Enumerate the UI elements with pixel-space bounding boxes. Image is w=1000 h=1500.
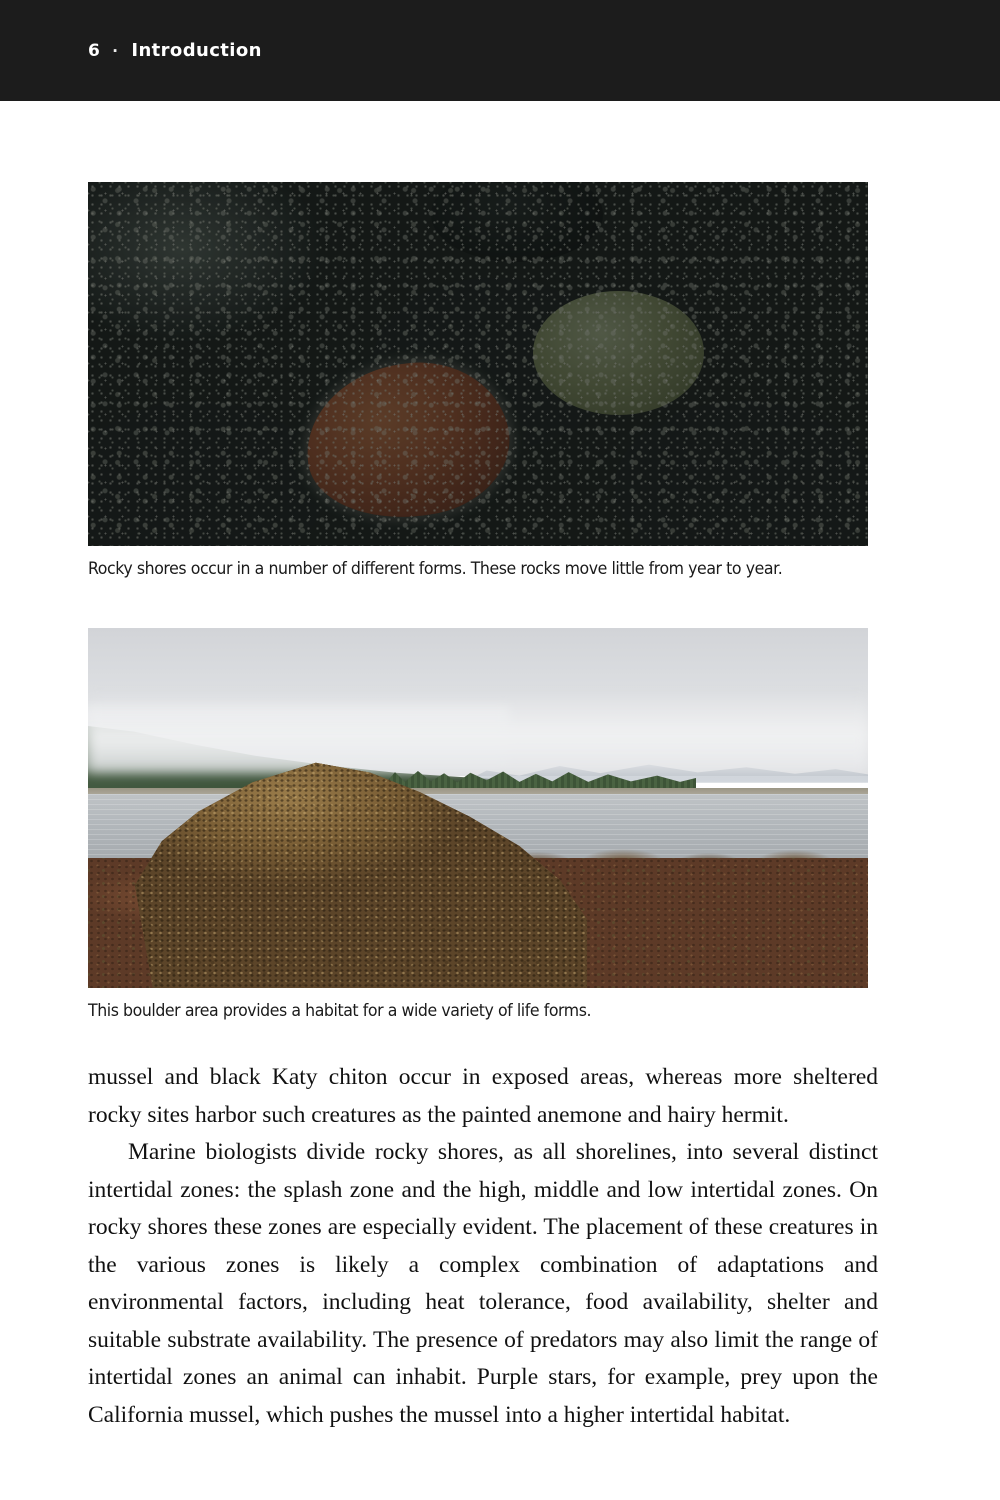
photo-rocky-shore-cobbles — [88, 182, 868, 546]
figure-caption: This boulder area provides a habitat for a wide variety of life forms. — [88, 1001, 592, 1020]
rock-crevice-shadows — [88, 182, 868, 546]
paragraph-intertidal-zones: Marine biologists divide rocky shores, as all shorelines, into several distinct intertidal zones: the splash zone and the high, middle and low intertidal zones. On rocky shores these zones are especially evident. The placement of these creatures in the various zones is likely a complex combination of adaptations and environmental factors, including heat tolerance, food availability, shelter and suitable substrate availability. The presence of predators may also limit the range of intertidal zones an animal can inhabit. Purple stars, for example, prey upon the California mussel, which pushes the mussel into a higher intertidal habitat. — [88, 1139, 878, 1428]
figure-rocky-shore-cobbles — [88, 182, 868, 578]
page-number: 6 — [88, 41, 101, 61]
figure-caption: Rocky shores occur in a number of different forms. These rocks move little from year to year. — [88, 559, 783, 578]
figure-boulder-habitat — [88, 628, 868, 1020]
header-inner — [88, 40, 262, 61]
paragraph-continued: mussel and black Katy chiton occur in exposed areas, whereas more sheltered rocky sites harbor such creatures as the painted anemone and hairy hermit. — [88, 1064, 878, 1128]
fog-bank — [88, 693, 868, 772]
body-text-block — [88, 1059, 878, 1434]
photo-boulder-habitat — [88, 628, 868, 988]
header-separator-dot: · — [112, 42, 119, 60]
chapter-title: Introduction — [131, 40, 262, 61]
page-running-header — [0, 0, 1000, 101]
